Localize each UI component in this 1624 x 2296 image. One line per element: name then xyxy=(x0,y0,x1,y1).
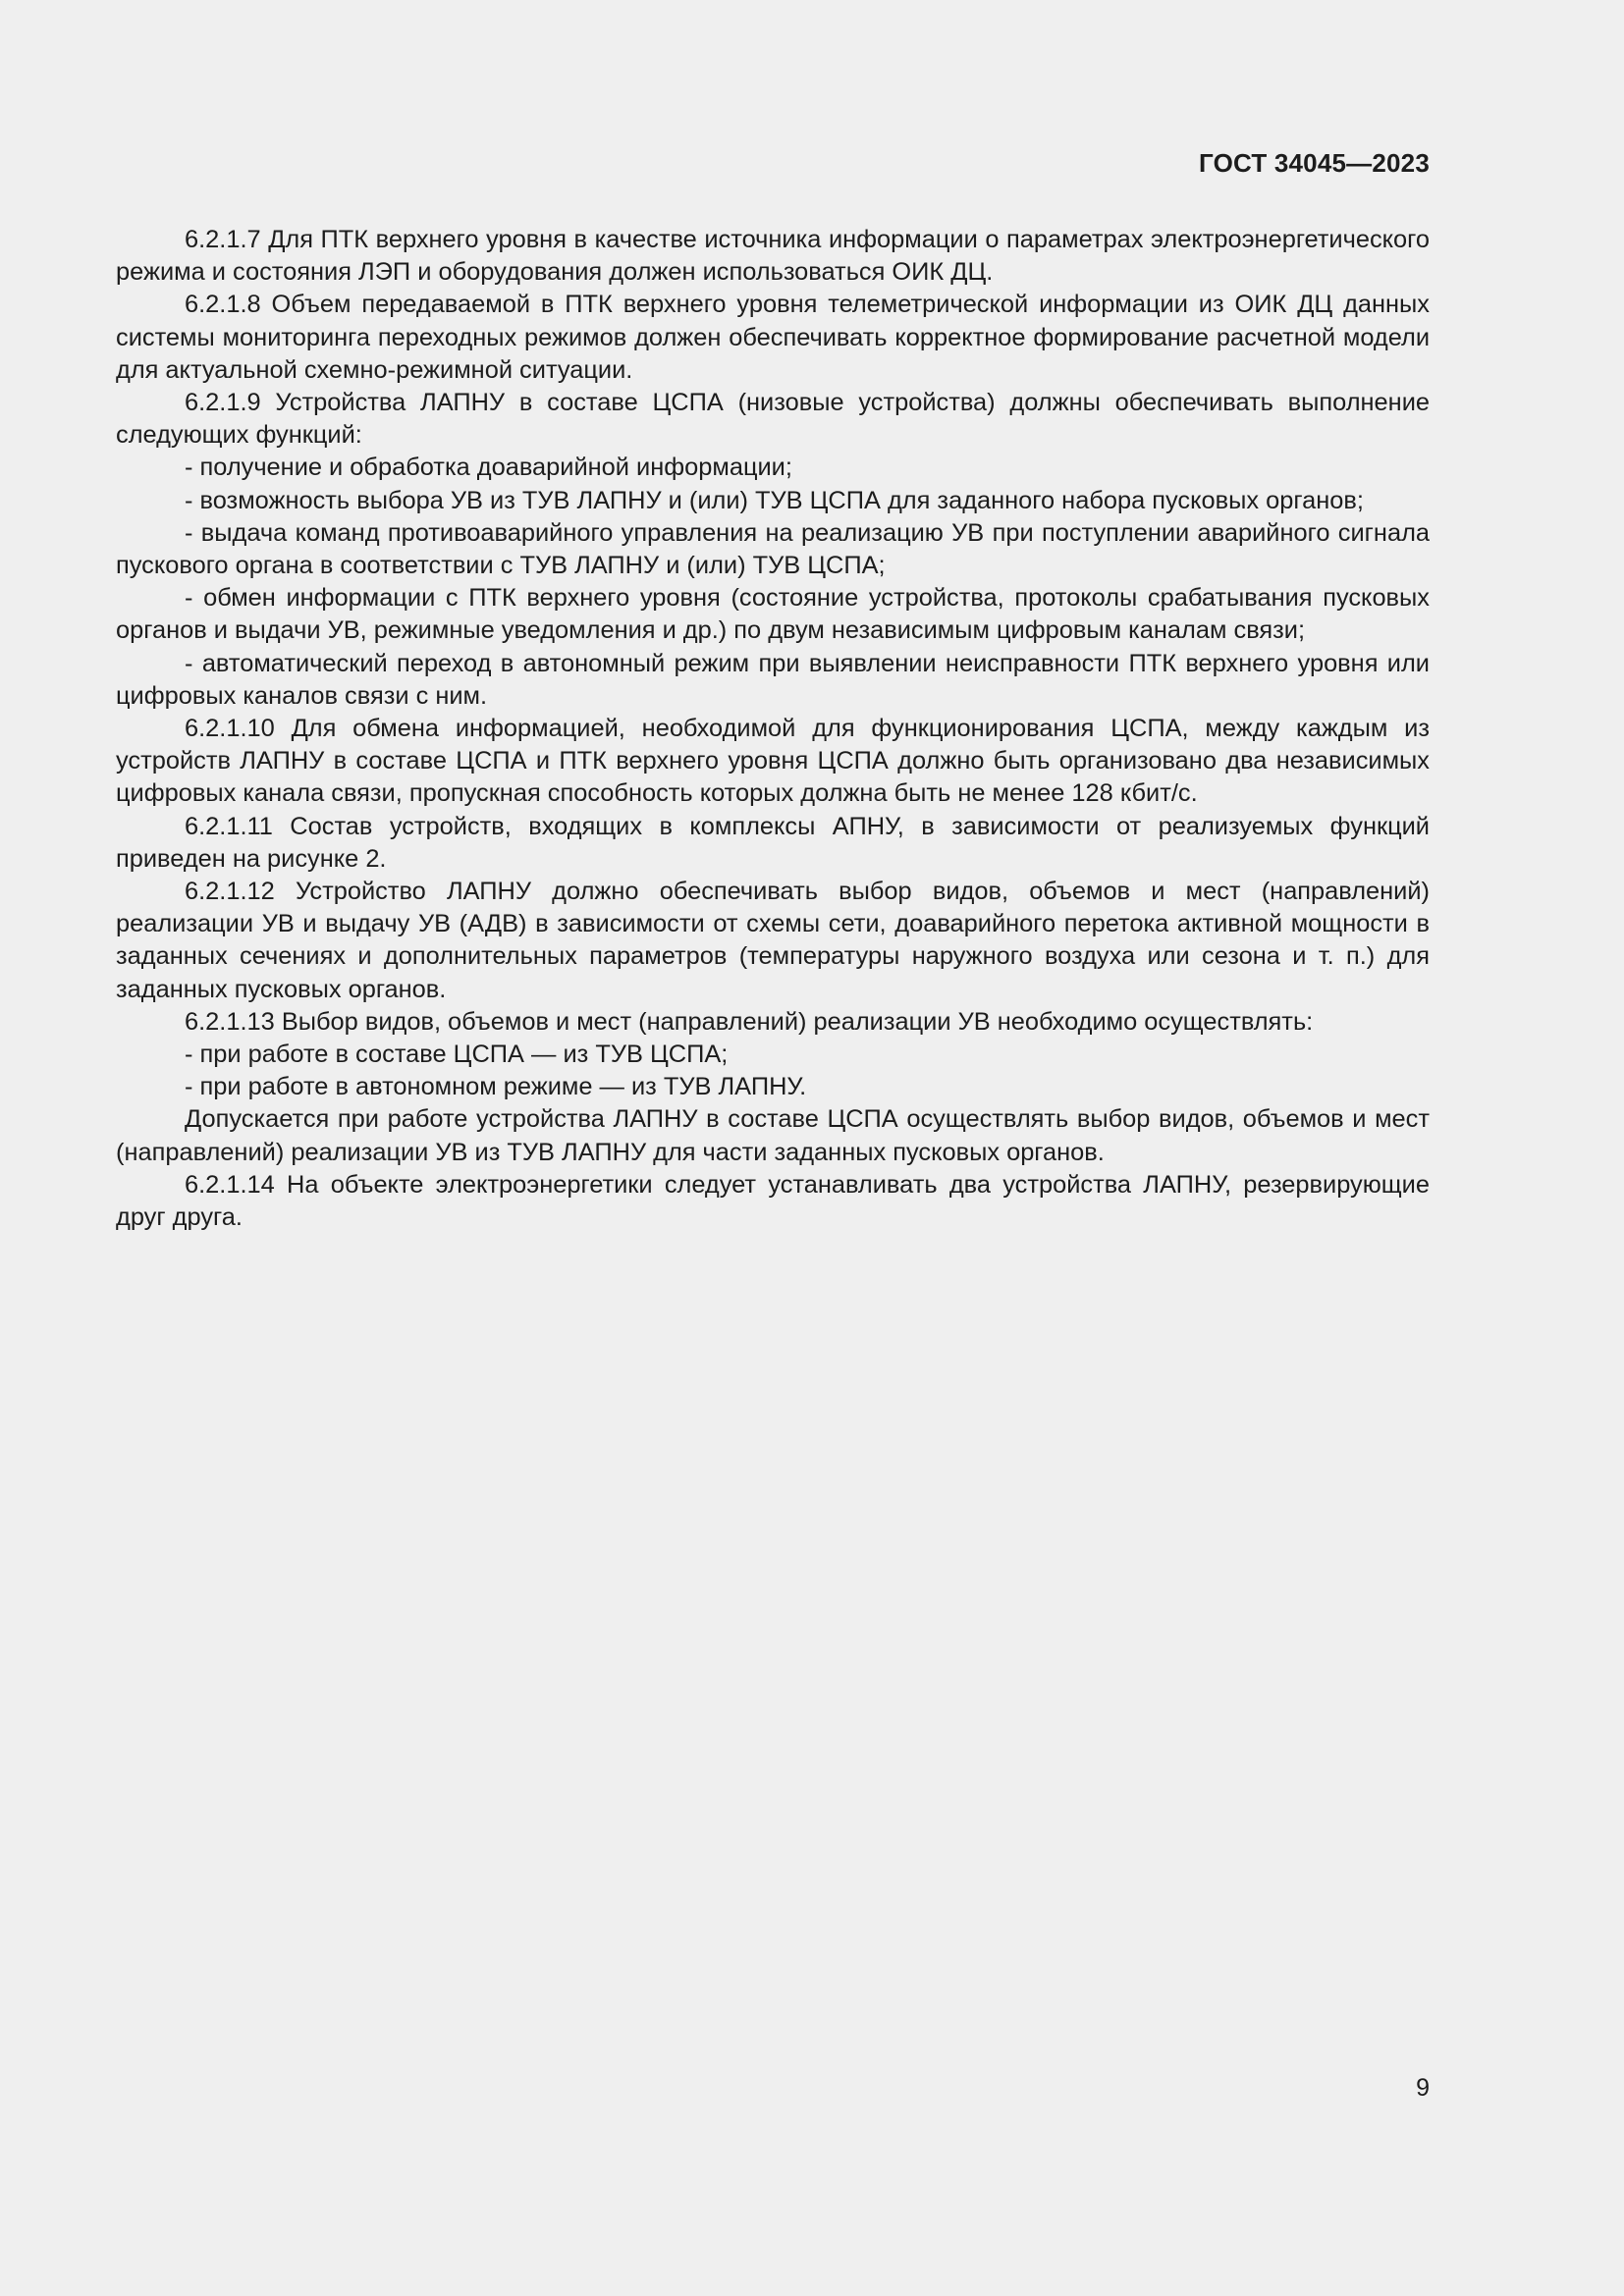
document-code-header: ГОСТ 34045—2023 xyxy=(1199,148,1430,178)
paragraph-6-2-1-9: 6.2.1.9 Устройства ЛАПНУ в составе ЦСПА (низовые устройства) должны обеспечивать выполнение следующих функций: xyxy=(116,389,1430,450)
list-item: - автоматический переход в автономный режим при выявлении неисправности ПТК верхнего уровня или цифровых каналов связи с ним. xyxy=(116,649,1430,710)
list-item: - при работе в составе ЦСПА — из ТУВ ЦСПА; xyxy=(185,1041,729,1069)
list-item: - получение и обработка доаварийной информации; xyxy=(185,454,792,482)
list-item: - возможность выбора УВ из ТУВ ЛАПНУ и (или) ТУВ ЦСПА для заданного набора пусковых органов; xyxy=(185,486,1364,514)
paragraph-6-2-1-7: 6.2.1.7 Для ПТК верхнего уровня в качестве источника информации о параметрах электроэнергетического режима и состояния ЛЭП и оборудования должен использоваться ОИК ДЦ. xyxy=(116,226,1430,287)
paragraph-permission: Допускается при работе устройства ЛАПНУ в составе ЦСПА осуществлять выбор видов, объемов и мест (направлений) реализации УВ из ТУВ ЛАПНУ для части заданных пусковых органов. xyxy=(116,1105,1430,1166)
body-text xyxy=(116,224,1430,1234)
list-item: - обмен информации с ПТК верхнего уровня (состояние устройства, протоколы срабатывания пусковых органов и выдачи УВ, режимные уведомления и др.) по двум независимым цифровым каналам связи; xyxy=(116,584,1430,645)
page-number: 9 xyxy=(1416,2074,1430,2102)
paragraph-6-2-1-14: 6.2.1.14 На объекте электроэнергетики следует устанавливать два устройства ЛАПНУ, резервирующие друг друга. xyxy=(116,1170,1430,1232)
paragraph-6-2-1-11: 6.2.1.11 Состав устройств, входящих в комплексы АПНУ, в зависимости от реализуемых функций приведен на рисунке 2. xyxy=(116,812,1430,873)
paragraph-6-2-1-12: 6.2.1.12 Устройство ЛАПНУ должно обеспечивать выбор видов, объемов и мест (направлений) реализации УВ и выдачу УВ (АДВ) в зависимости от схемы сети, доаварийного перетока активной мощности в заданных сечениях и дополнительных параметров (температуры наружного воздуха или сезона и т. п.) для заданных пусковых органов. xyxy=(116,878,1430,1003)
paragraph-6-2-1-13: 6.2.1.13 Выбор видов, объемов и мест (направлений) реализации УВ необходимо осуществлять: xyxy=(185,1007,1314,1036)
list-item: - выдача команд противоаварийного управления на реализацию УВ при поступлении аварийного сигнала пускового органа в соответствии с ТУВ ЛАПНУ и (или) ТУВ ЦСПА; xyxy=(116,518,1430,580)
paragraph-6-2-1-10: 6.2.1.10 Для обмена информацией, необходимой для функционирования ЦСПА, между каждым из устройств ЛАПНУ в составе ЦСПА и ПТК верхнего уровня ЦСПА должно быть организовано два независимых цифровых канала связи, пропускная способность которых должна быть не менее 128 кбит/с. xyxy=(116,715,1430,808)
list-item: - при работе в автономном режиме — из ТУВ ЛАПНУ. xyxy=(185,1073,807,1101)
paragraph-6-2-1-8: 6.2.1.8 Объем передаваемой в ПТК верхнего уровня телеметрической информации из ОИК ДЦ данных системы мониторинга переходных режимов должен обеспечивать корректное формирование расчетной модели для актуальной схемно-режимной ситуации. xyxy=(116,291,1430,384)
